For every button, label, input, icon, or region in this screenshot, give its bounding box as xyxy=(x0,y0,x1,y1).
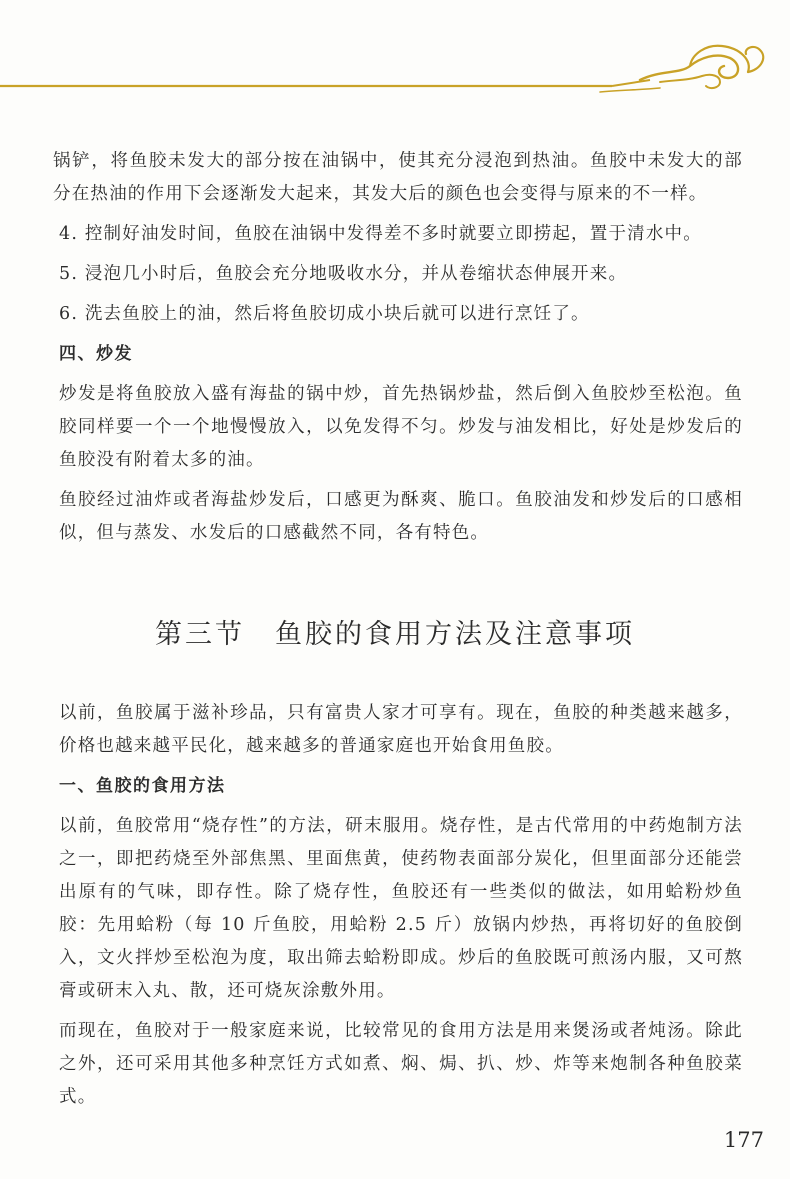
paragraph: 4. 控制好油发时间，鱼胶在油锅中发得差不多时就要立即捞起，置于清水中。 xyxy=(59,224,702,244)
paragraph: 5. 浸泡几小时后，鱼胶会充分地吸收水分，并从卷缩状态伸展开来。 xyxy=(59,264,628,284)
paragraph: 以前，鱼胶属于滋补珍品，只有富贵人家才可享有。现在，鱼胶的种类越来越多，价格也越来越平民化，越来越多的普通家庭也开始食用鱼胶。 xyxy=(59,703,743,756)
subheading: 四、炒发 xyxy=(59,344,133,364)
subheading: 一、鱼胶的食用方法 xyxy=(59,776,226,796)
paragraph: 6. 洗去鱼胶上的油，然后将鱼胶切成小块后就可以进行烹饪了。 xyxy=(59,304,590,324)
paragraph: 炒发是将鱼胶放入盛有海盐的锅中炒，首先热锅炒盐，然后倒入鱼胶炒至松泡。鱼胶同样要一个一个地慢慢放入，以免发得不匀。炒发与油发相比，好处是炒发后的鱼胶没有附着太多的油。 xyxy=(59,384,743,470)
paragraph: 鱼胶经过油炸或者海盐炒发后，口感更为酥爽、脆口。鱼胶油发和炒发后的口感相似，但与蒸发、水发后的口感截然不同，各有特色。 xyxy=(59,490,743,543)
cloud-ornament-header xyxy=(0,40,790,100)
section-title: 第三节 鱼胶的食用方法及注意事项 xyxy=(155,619,635,650)
page-number: 177 xyxy=(723,1128,764,1152)
top-text-block xyxy=(53,145,743,557)
paragraph: 而现在，鱼胶对于一般家庭来说，比较常见的食用方法是用来煲汤或者炖汤。除此之外，还可采用其他多种烹饪方式如煮、焖、焗、扒、炒、炸等来炮制各种鱼胶菜式。 xyxy=(59,1021,743,1107)
paragraph: 以前，鱼胶常用“烧存性”的方法，研末服用。烧存性，是古代常用的中药炮制方法之一，即把药烧至外部焦黑、里面焦黄，使药物表面部分炭化，但里面部分还能尝出原有的气味，即存性。除了烧存性，鱼胶还有一些类似的做法，如用蛤粉炒鱼胶：先用蛤粉（每 10 斤鱼胶，用蛤粉 2.5 斤）放锅内炒热，再将切好的鱼胶倒入，文火拌炒至松泡为度，取出筛去蛤粉即成。炒后的鱼胶既可煎汤内服，又可熬膏或研末入丸、散，还可烧灰涂敷外用。 xyxy=(59,816,743,1001)
bottom-text-block xyxy=(53,697,743,1121)
paragraph: 锅铲，将鱼胶未发大的部分按在油锅中，使其充分浸泡到热油。鱼胶中未发大的部分在热油的作用下会逐渐发大起来，其发大后的颜色也会变得与原来的不一样。 xyxy=(53,151,743,204)
